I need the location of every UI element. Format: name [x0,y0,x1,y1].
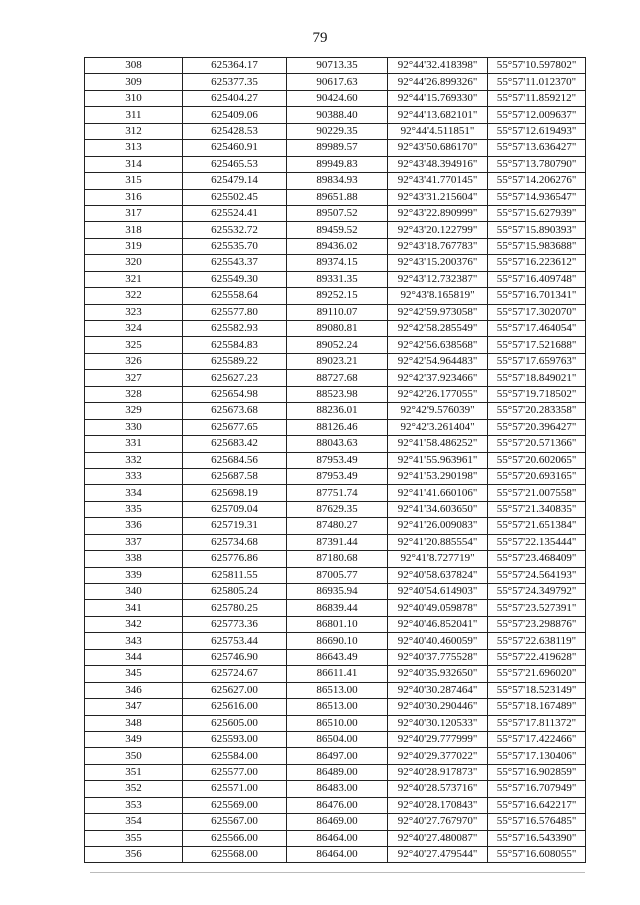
table-row [85,140,586,156]
latitude-cell: 55°57'17.422466" [488,731,586,747]
longitude-cell: 92°40'40.460059" [388,633,488,649]
x-coordinate-cell: 625428.53 [183,123,287,139]
x-coordinate-cell: 625746.90 [183,649,287,665]
y-coordinate-cell: 87180.68 [287,551,388,567]
table-row [85,781,586,797]
point-number-cell: 341 [85,600,183,616]
y-coordinate-cell: 88043.63 [287,436,388,452]
longitude-cell: 92°41'55.963961" [388,452,488,468]
x-coordinate-cell: 625502.45 [183,189,287,205]
x-coordinate-cell: 625811.55 [183,567,287,583]
table-row [85,600,586,616]
table-row [85,682,586,698]
point-number-cell: 346 [85,682,183,698]
table-row [85,567,586,583]
y-coordinate-cell: 86464.00 [287,847,388,863]
latitude-cell: 55°57'18.849021" [488,370,586,386]
table-row [85,485,586,501]
longitude-cell: 92°43'8.165819" [388,288,488,304]
point-number-cell: 322 [85,288,183,304]
latitude-cell: 55°57'23.298876" [488,616,586,632]
point-number-cell: 338 [85,551,183,567]
table-row [85,107,586,123]
table-row [85,731,586,747]
latitude-cell: 55°57'17.521688" [488,337,586,353]
latitude-cell: 55°57'20.283358" [488,403,586,419]
latitude-cell: 55°57'23.527391" [488,600,586,616]
y-coordinate-cell: 87751.74 [287,485,388,501]
x-coordinate-cell: 625709.04 [183,501,287,517]
longitude-cell: 92°42'9.576039" [388,403,488,419]
point-number-cell: 343 [85,633,183,649]
longitude-cell: 92°40'27.480087" [388,830,488,846]
point-number-cell: 333 [85,468,183,484]
y-coordinate-cell: 88126.46 [287,419,388,435]
x-coordinate-cell: 625465.53 [183,156,287,172]
longitude-cell: 92°42'58.285549" [388,321,488,337]
table-row [85,715,586,731]
longitude-cell: 92°42'26.177055" [388,386,488,402]
table-row [85,814,586,830]
x-coordinate-cell: 625532.72 [183,222,287,238]
longitude-cell: 92°44'15.769330" [388,90,488,106]
longitude-cell: 92°43'41.770145" [388,173,488,189]
latitude-cell: 55°57'23.468409" [488,551,586,567]
y-coordinate-cell: 86489.00 [287,764,388,780]
table-row [85,534,586,550]
longitude-cell: 92°42'56.638568" [388,337,488,353]
x-coordinate-cell: 625535.70 [183,238,287,254]
latitude-cell: 55°57'17.464054" [488,321,586,337]
latitude-cell: 55°57'15.627939" [488,205,586,221]
table-row [85,847,586,863]
table-row [85,797,586,813]
y-coordinate-cell: 89252.15 [287,288,388,304]
x-coordinate-cell: 625479.14 [183,173,287,189]
longitude-cell: 92°40'27.767970" [388,814,488,830]
y-coordinate-cell: 89023.21 [287,353,388,369]
y-coordinate-cell: 86510.00 [287,715,388,731]
point-number-cell: 319 [85,238,183,254]
point-number-cell: 348 [85,715,183,731]
table-row [85,666,586,682]
y-coordinate-cell: 89949.83 [287,156,388,172]
longitude-cell: 92°40'54.614903" [388,584,488,600]
x-coordinate-cell: 625543.37 [183,255,287,271]
table-row [85,156,586,172]
point-number-cell: 335 [85,501,183,517]
latitude-cell: 55°57'22.638119" [488,633,586,649]
point-number-cell: 347 [85,699,183,715]
point-number-cell: 312 [85,123,183,139]
longitude-cell: 92°42'37.923466" [388,370,488,386]
y-coordinate-cell: 88727.68 [287,370,388,386]
longitude-cell: 92°43'22.890999" [388,205,488,221]
footer-divider [90,872,585,873]
longitude-cell: 92°40'37.775528" [388,649,488,665]
table-row [85,90,586,106]
x-coordinate-cell: 625627.00 [183,682,287,698]
table-row [85,551,586,567]
latitude-cell: 55°57'14.206276" [488,173,586,189]
point-number-cell: 356 [85,847,183,863]
point-number-cell: 323 [85,304,183,320]
longitude-cell: 92°40'30.120533" [388,715,488,731]
y-coordinate-cell: 86513.00 [287,699,388,715]
point-number-cell: 314 [85,156,183,172]
latitude-cell: 55°57'21.007558" [488,485,586,501]
x-coordinate-cell: 625460.91 [183,140,287,156]
x-coordinate-cell: 625577.80 [183,304,287,320]
coordinates-table-body [85,58,586,863]
latitude-cell: 55°57'22.419628" [488,649,586,665]
latitude-cell: 55°57'22.135444" [488,534,586,550]
latitude-cell: 55°57'16.543390" [488,830,586,846]
table-row [85,337,586,353]
latitude-cell: 55°57'21.651384" [488,518,586,534]
latitude-cell: 55°57'11.859212" [488,90,586,106]
y-coordinate-cell: 86476.00 [287,797,388,813]
y-coordinate-cell: 89989.57 [287,140,388,156]
latitude-cell: 55°57'16.409748" [488,271,586,287]
y-coordinate-cell: 89331.35 [287,271,388,287]
latitude-cell: 55°57'20.693165" [488,468,586,484]
point-number-cell: 334 [85,485,183,501]
table-row [85,205,586,221]
table-row [85,173,586,189]
longitude-cell: 92°42'3.261404" [388,419,488,435]
x-coordinate-cell: 625549.30 [183,271,287,287]
table-row [85,123,586,139]
x-coordinate-cell: 625673.68 [183,403,287,419]
longitude-cell: 92°40'49.059878" [388,600,488,616]
longitude-cell: 92°44'26.899326" [388,74,488,90]
longitude-cell: 92°40'35.932650" [388,666,488,682]
point-number-cell: 353 [85,797,183,813]
latitude-cell: 55°57'19.718502" [488,386,586,402]
x-coordinate-cell: 625584.00 [183,748,287,764]
latitude-cell: 55°57'18.523149" [488,682,586,698]
latitude-cell: 55°57'14.936547" [488,189,586,205]
latitude-cell: 55°57'16.608055" [488,847,586,863]
y-coordinate-cell: 89080.81 [287,321,388,337]
longitude-cell: 92°40'30.290446" [388,699,488,715]
y-coordinate-cell: 86935.94 [287,584,388,600]
point-number-cell: 328 [85,386,183,402]
latitude-cell: 55°57'16.707949" [488,781,586,797]
latitude-cell: 55°57'15.890393" [488,222,586,238]
point-number-cell: 351 [85,764,183,780]
point-number-cell: 336 [85,518,183,534]
x-coordinate-cell: 625577.00 [183,764,287,780]
table-row [85,748,586,764]
y-coordinate-cell: 86839.44 [287,600,388,616]
y-coordinate-cell: 89651.88 [287,189,388,205]
latitude-cell: 55°57'16.642217" [488,797,586,813]
y-coordinate-cell: 90229.35 [287,123,388,139]
point-number-cell: 337 [85,534,183,550]
y-coordinate-cell: 86469.00 [287,814,388,830]
longitude-cell: 92°41'53.290198" [388,468,488,484]
table-row [85,353,586,369]
longitude-cell: 92°44'13.682101" [388,107,488,123]
y-coordinate-cell: 87005.77 [287,567,388,583]
longitude-cell: 92°44'4.511851" [388,123,488,139]
table-row [85,584,586,600]
y-coordinate-cell: 88523.98 [287,386,388,402]
longitude-cell: 92°43'20.122799" [388,222,488,238]
x-coordinate-cell: 625616.00 [183,699,287,715]
table-row [85,830,586,846]
x-coordinate-cell: 625566.00 [183,830,287,846]
longitude-cell: 92°41'26.009083" [388,518,488,534]
latitude-cell: 55°57'11.012370" [488,74,586,90]
point-number-cell: 310 [85,90,183,106]
table-row [85,633,586,649]
point-number-cell: 317 [85,205,183,221]
longitude-cell: 92°41'8.727719" [388,551,488,567]
y-coordinate-cell: 87953.49 [287,468,388,484]
longitude-cell: 92°43'50.686170" [388,140,488,156]
point-number-cell: 345 [85,666,183,682]
latitude-cell: 55°57'13.780790" [488,156,586,172]
latitude-cell: 55°57'16.902859" [488,764,586,780]
table-row [85,468,586,484]
y-coordinate-cell: 89374.15 [287,255,388,271]
y-coordinate-cell: 87629.35 [287,501,388,517]
x-coordinate-cell: 625654.98 [183,386,287,402]
y-coordinate-cell: 89459.52 [287,222,388,238]
y-coordinate-cell: 86690.10 [287,633,388,649]
latitude-cell: 55°57'24.564193" [488,567,586,583]
latitude-cell: 55°57'17.659763" [488,353,586,369]
y-coordinate-cell: 86504.00 [287,731,388,747]
y-coordinate-cell: 86801.10 [287,616,388,632]
longitude-cell: 92°40'28.573716" [388,781,488,797]
point-number-cell: 342 [85,616,183,632]
table-row [85,255,586,271]
point-number-cell: 329 [85,403,183,419]
table-row [85,501,586,517]
y-coordinate-cell: 86497.00 [287,748,388,764]
longitude-cell: 92°44'32.418398" [388,58,488,74]
y-coordinate-cell: 90617.63 [287,74,388,90]
point-number-cell: 308 [85,58,183,74]
page-number: 79 [312,30,328,46]
y-coordinate-cell: 90388.40 [287,107,388,123]
latitude-cell: 55°57'16.223612" [488,255,586,271]
longitude-cell: 92°41'58.486252" [388,436,488,452]
x-coordinate-cell: 625524.41 [183,205,287,221]
x-coordinate-cell: 625773.36 [183,616,287,632]
table-row [85,189,586,205]
latitude-cell: 55°57'13.636427" [488,140,586,156]
table-row [85,238,586,254]
latitude-cell: 55°57'21.696020" [488,666,586,682]
longitude-cell: 92°43'48.394916" [388,156,488,172]
point-number-cell: 311 [85,107,183,123]
x-coordinate-cell: 625569.00 [183,797,287,813]
latitude-cell: 55°57'20.602065" [488,452,586,468]
y-coordinate-cell: 86464.00 [287,830,388,846]
y-coordinate-cell: 90424.60 [287,90,388,106]
point-number-cell: 349 [85,731,183,747]
x-coordinate-cell: 625753.44 [183,633,287,649]
table-row [85,452,586,468]
point-number-cell: 320 [85,255,183,271]
point-number-cell: 352 [85,781,183,797]
latitude-cell: 55°57'17.811372" [488,715,586,731]
y-coordinate-cell: 87480.27 [287,518,388,534]
latitude-cell: 55°57'20.571366" [488,436,586,452]
x-coordinate-cell: 625776.86 [183,551,287,567]
x-coordinate-cell: 625589.22 [183,353,287,369]
y-coordinate-cell: 86611.41 [287,666,388,682]
longitude-cell: 92°42'59.973058" [388,304,488,320]
x-coordinate-cell: 625593.00 [183,731,287,747]
y-coordinate-cell: 90713.35 [287,58,388,74]
x-coordinate-cell: 625683.42 [183,436,287,452]
x-coordinate-cell: 625404.27 [183,90,287,106]
latitude-cell: 55°57'21.340835" [488,501,586,517]
x-coordinate-cell: 625409.06 [183,107,287,123]
latitude-cell: 55°57'15.983688" [488,238,586,254]
longitude-cell: 92°40'58.637824" [388,567,488,583]
longitude-cell: 92°41'20.885554" [388,534,488,550]
table-row [85,321,586,337]
longitude-cell: 92°40'28.917873" [388,764,488,780]
longitude-cell: 92°40'30.287464" [388,682,488,698]
table-row [85,222,586,238]
point-number-cell: 350 [85,748,183,764]
latitude-cell: 55°57'12.619493" [488,123,586,139]
point-number-cell: 325 [85,337,183,353]
table-row [85,699,586,715]
table-row [85,58,586,74]
longitude-cell: 92°43'15.200376" [388,255,488,271]
longitude-cell: 92°43'12.732387" [388,271,488,287]
table-row [85,271,586,287]
latitude-cell: 55°57'17.302070" [488,304,586,320]
y-coordinate-cell: 86643.49 [287,649,388,665]
point-number-cell: 354 [85,814,183,830]
longitude-cell: 92°40'28.170843" [388,797,488,813]
y-coordinate-cell: 86483.00 [287,781,388,797]
point-number-cell: 318 [85,222,183,238]
latitude-cell: 55°57'16.576485" [488,814,586,830]
y-coordinate-cell: 89110.07 [287,304,388,320]
point-number-cell: 340 [85,584,183,600]
y-coordinate-cell: 86513.00 [287,682,388,698]
point-number-cell: 331 [85,436,183,452]
latitude-cell: 55°57'24.349792" [488,584,586,600]
longitude-cell: 92°43'31.215604" [388,189,488,205]
y-coordinate-cell: 89507.52 [287,205,388,221]
x-coordinate-cell: 625805.24 [183,584,287,600]
y-coordinate-cell: 89436.02 [287,238,388,254]
x-coordinate-cell: 625584.83 [183,337,287,353]
x-coordinate-cell: 625568.00 [183,847,287,863]
longitude-cell: 92°42'54.964483" [388,353,488,369]
point-number-cell: 330 [85,419,183,435]
y-coordinate-cell: 89052.24 [287,337,388,353]
y-coordinate-cell: 88236.01 [287,403,388,419]
longitude-cell: 92°43'18.767783" [388,238,488,254]
x-coordinate-cell: 625582.93 [183,321,287,337]
table-row [85,518,586,534]
x-coordinate-cell: 625605.00 [183,715,287,731]
point-number-cell: 344 [85,649,183,665]
longitude-cell: 92°40'29.377022" [388,748,488,764]
latitude-cell: 55°57'17.130406" [488,748,586,764]
table-row [85,386,586,402]
longitude-cell: 92°41'34.603650" [388,501,488,517]
latitude-cell: 55°57'16.701341" [488,288,586,304]
table-row [85,436,586,452]
longitude-cell: 92°40'46.852041" [388,616,488,632]
table-row [85,403,586,419]
point-number-cell: 324 [85,321,183,337]
point-number-cell: 315 [85,173,183,189]
longitude-cell: 92°40'29.777999" [388,731,488,747]
table-row [85,288,586,304]
x-coordinate-cell: 625364.17 [183,58,287,74]
x-coordinate-cell: 625780.25 [183,600,287,616]
y-coordinate-cell: 87953.49 [287,452,388,468]
point-number-cell: 321 [85,271,183,287]
point-number-cell: 326 [85,353,183,369]
point-number-cell: 339 [85,567,183,583]
x-coordinate-cell: 625687.58 [183,468,287,484]
point-number-cell: 309 [85,74,183,90]
latitude-cell: 55°57'10.597802" [488,58,586,74]
x-coordinate-cell: 625627.23 [183,370,287,386]
longitude-cell: 92°41'41.660106" [388,485,488,501]
x-coordinate-cell: 625377.35 [183,74,287,90]
point-number-cell: 327 [85,370,183,386]
table-row [85,616,586,632]
x-coordinate-cell: 625677.65 [183,419,287,435]
point-number-cell: 355 [85,830,183,846]
table-row [85,764,586,780]
table-row [85,304,586,320]
x-coordinate-cell: 625734.68 [183,534,287,550]
table-row [85,649,586,665]
x-coordinate-cell: 625719.31 [183,518,287,534]
x-coordinate-cell: 625684.56 [183,452,287,468]
point-number-cell: 332 [85,452,183,468]
latitude-cell: 55°57'12.009637" [488,107,586,123]
table-row [85,74,586,90]
x-coordinate-cell: 625698.19 [183,485,287,501]
x-coordinate-cell: 625567.00 [183,814,287,830]
table-row [85,370,586,386]
point-number-cell: 316 [85,189,183,205]
x-coordinate-cell: 625571.00 [183,781,287,797]
x-coordinate-cell: 625558.64 [183,288,287,304]
longitude-cell: 92°40'27.479544" [388,847,488,863]
latitude-cell: 55°57'18.167489" [488,699,586,715]
table-row [85,419,586,435]
point-number-cell: 313 [85,140,183,156]
coordinates-table [84,57,586,863]
y-coordinate-cell: 89834.93 [287,173,388,189]
x-coordinate-cell: 625724.67 [183,666,287,682]
latitude-cell: 55°57'20.396427" [488,419,586,435]
y-coordinate-cell: 87391.44 [287,534,388,550]
